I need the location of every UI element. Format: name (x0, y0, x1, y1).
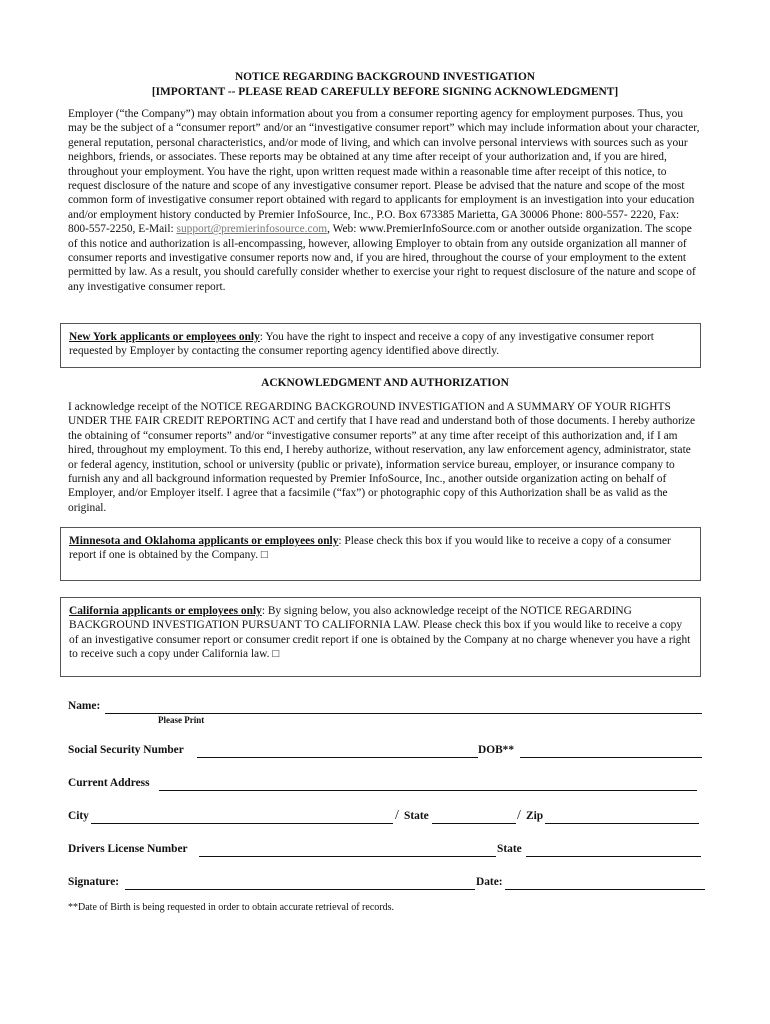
address-row (68, 777, 702, 793)
name-field[interactable] (105, 713, 702, 714)
minnesota-checkbox[interactable]: □ (260, 549, 268, 562)
minnesota-oklahoma-box (60, 527, 701, 581)
ssn-field[interactable] (197, 757, 478, 758)
minnesota-label: Minnesota and Oklahoma applicants or employees only (69, 535, 339, 547)
ssn-label: Social Security Number (68, 744, 184, 756)
state-label: State (404, 810, 429, 822)
california-text: : By signing below, you also acknowledge receipt of the NOTICE REGARDING BACKGROUND INVESTIGATION PURSUANT TO CALIFORNIA LAW. Please check this box if you would like to receive a copy of an investigative consumer report or consumer credit report if one is obtained by the Company at no charge whenever you have a right to receive such a copy under California law. (69, 605, 691, 661)
name-row (68, 700, 702, 725)
dob-field[interactable] (520, 757, 702, 758)
license-label: Drivers License Number (68, 843, 188, 855)
name-hint: Please Print (158, 715, 205, 725)
state-field[interactable] (432, 823, 516, 824)
license-state-label: State (497, 843, 522, 855)
minnesota-text: : Please check this box if you would like to receive a copy of a consumer report if one is obtained by the Company. (69, 535, 671, 562)
new-york-notice-box (60, 323, 701, 368)
license-row (68, 843, 702, 859)
signature-row (68, 876, 708, 892)
acknowledgment-heading: ACKNOWLEDGMENT AND AUTHORIZATION (261, 377, 509, 389)
ssn-dob-row (68, 744, 702, 760)
state-zip-separator: / (517, 808, 521, 823)
dob-label: DOB** (478, 744, 515, 756)
city-state-zip-row (68, 810, 702, 826)
dob-footnote: **Date of Birth is being requested in order to obtain accurate retrieval of records. (68, 902, 394, 913)
acknowledgment-paragraph: I acknowledge receipt of the NOTICE REGARDING BACKGROUND INVESTIGATION and A SUMMARY OF YOUR RIGHTS UNDER THE FAIR CREDIT REPORTING ACT and certify that I have read and understand both of those documents. I hereby authorize the obtaining of “consumer reports” and/or “investigative consumer reports” at any time after receipt of this authorization and, if I am hired, throughout my employment. To this end, I hereby authorize, without reservation, any law enforcement agency, administrator, state or federal agency, institution, school or university (public or private), information service bureau, employer, or insurance company to furnish any and all background information requested by Premier InfoSource, Inc., another outside organization acting on behalf of Employer, and/or Employer itself. I agree that a facsimile (“fax”) or photographic copy of this Authorization shall be as valid as the original. (68, 401, 696, 514)
california-box (60, 597, 701, 677)
form-title: NOTICE REGARDING BACKGROUND INVESTIGATION (234, 71, 536, 83)
signature-label: Signature: (68, 876, 120, 888)
zip-field[interactable] (545, 823, 699, 824)
city-label: City (68, 810, 89, 822)
date-field[interactable] (505, 889, 705, 890)
license-field[interactable] (199, 856, 496, 857)
license-state-field[interactable] (526, 856, 701, 857)
address-label: Current Address (68, 777, 150, 789)
california-checkbox[interactable]: □ (272, 648, 280, 661)
new-york-text: : You have the right to inspect and receive a copy of any investigative consumer report requested by Employer by contacting the consumer reporting agency identified above directly. (69, 331, 654, 358)
notice-text-part2: , Web: www.PremierInfoSource.com or another outside organization. The scope of this notice and authorization is all-encompassing, however, allowing Employer to obtain from any outside organization all manner of consumer reports and investigative consumer reports now and, if you are hired, throughout the course of your employment to the extent permitted by law. As a result, you should carefully consider whether to exercise your right to request disclosure of the nature and scope of any investigative consumer report. (68, 223, 696, 293)
support-email-link[interactable]: support@premierinfosource.com (176, 223, 328, 236)
form-subtitle: [IMPORTANT -- PLEASE READ CAREFULLY BEFORE SIGNING ACKNOWLEDGMENT] (151, 86, 619, 98)
notice-text-part1: Employer (“the Company”) may obtain information about you from a consumer reporting agency for employment purposes. Thus, you may be the subject of a “consumer report” and/or an “investigative consumer report” which may include information about your character, general reputation, personal characteristics, and/or mode of living, and which can involve personal interviews with sources such as your neighbors, friends, or associates. These reports may be obtained at any time after receipt of your authorization and, if you are hired, throughout your employment. You have the right, upon written request made within a reasonable time after receipt of this notice, to request disclosure of the nature and scope of any investigative consumer report. Please be advised that the nature and scope of the most common form of investigative consumer report obtained with regard to applicants for employment is an investigation into your education and/or employment history conducted by Premier InfoSource, Inc., P.O. Box 673385 Marietta, GA 30006 Phone: 800-557- 2220, Fax: 800-557-2250, E-Mail: (68, 108, 700, 236)
signature-field[interactable] (125, 889, 475, 890)
address-field[interactable] (159, 790, 697, 791)
new-york-label: New York applicants or employees only (69, 331, 260, 343)
california-label: California applicants or employees only (69, 605, 262, 617)
name-label: Name: (68, 700, 101, 712)
city-field[interactable] (91, 823, 393, 824)
city-state-separator: / (395, 808, 399, 823)
zip-label: Zip (526, 810, 544, 822)
notice-paragraph (68, 107, 702, 294)
date-label: Date: (476, 876, 503, 888)
